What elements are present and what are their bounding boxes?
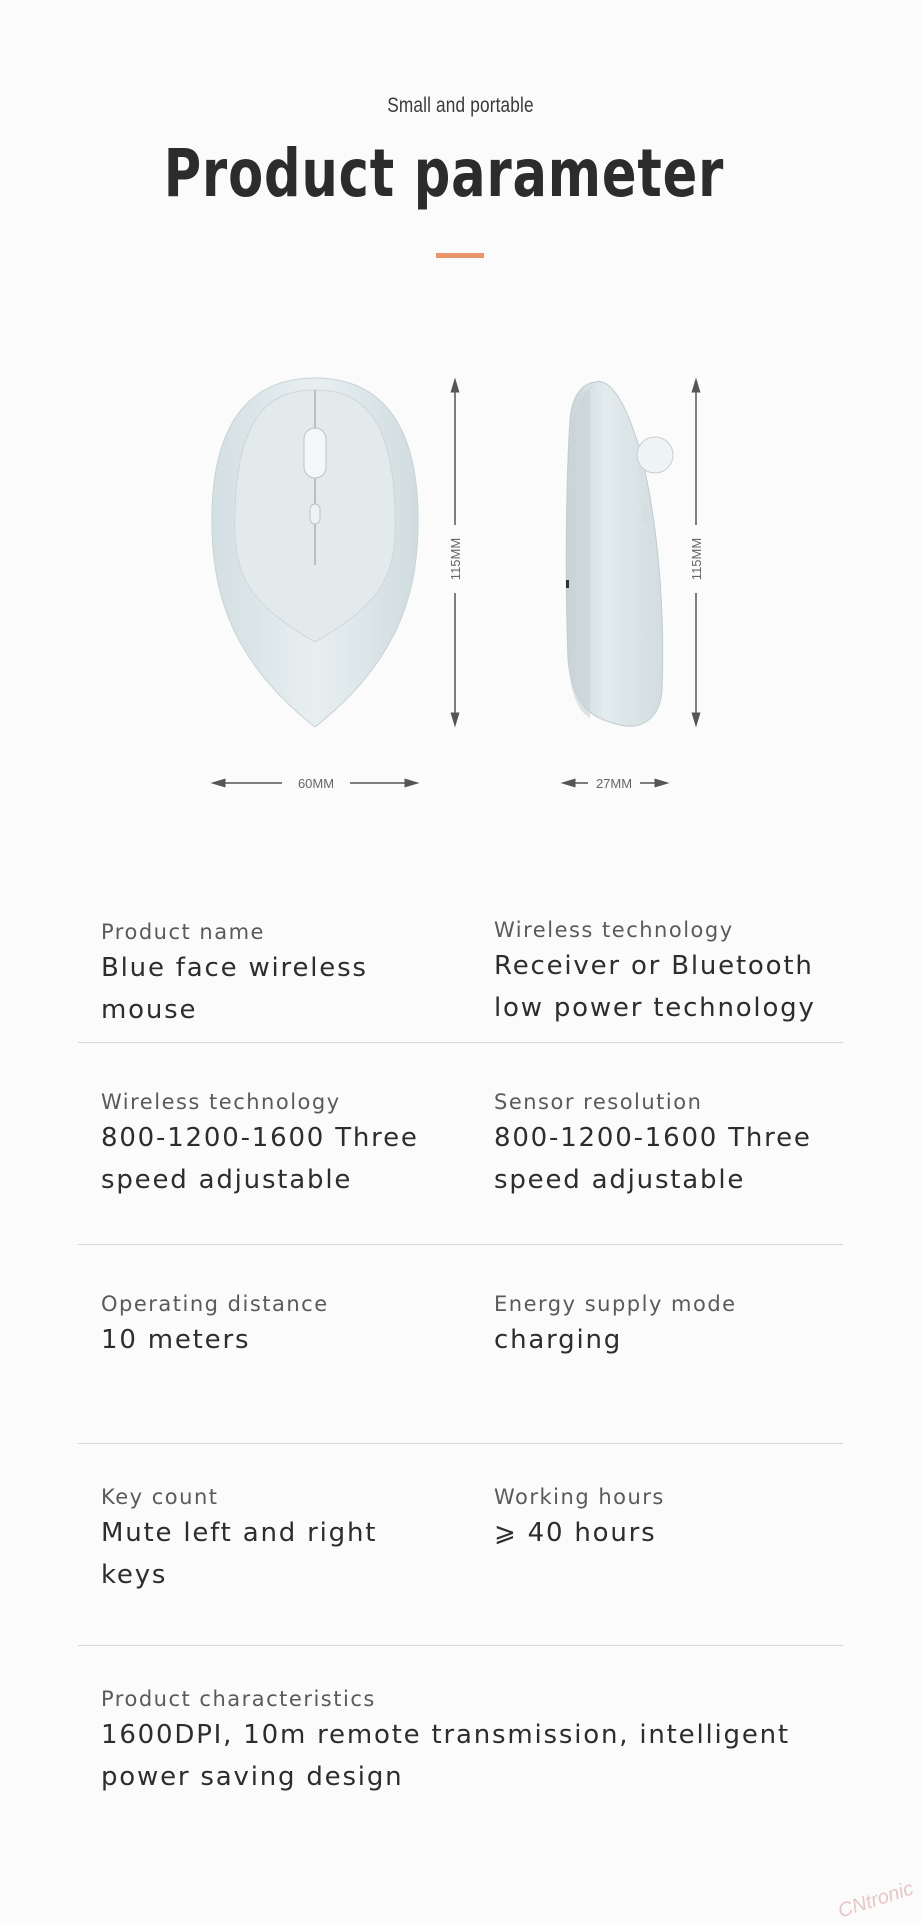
spec-value: 800-1200-1600 Three speed adjustable [494, 1123, 812, 1195]
spec-label: Product characteristics [101, 1687, 376, 1711]
spec-value: ⩾ 40 hours [494, 1518, 657, 1548]
front-height-label: 115MM [448, 537, 463, 581]
spec-value: 10 meters [101, 1325, 251, 1355]
spec-label: Product name [101, 920, 265, 944]
accent-divider [436, 253, 484, 258]
spec-value: 1600DPI, 10m remote transmission, intelligent power saving design [101, 1720, 790, 1792]
subtitle: Small and portable [387, 94, 534, 117]
front-width-label: 60MM [297, 776, 335, 791]
spec-value: Receiver or Bluetooth low power technology [494, 951, 816, 1023]
side-height-label: 115MM [689, 537, 704, 581]
spec-label: Key count [101, 1485, 219, 1509]
spec-value: Blue face wireless mouse [101, 953, 368, 1025]
divider [78, 1042, 843, 1043]
divider [78, 1645, 843, 1646]
spec-value: 800-1200-1600 Three speed adjustable [101, 1123, 419, 1195]
divider [78, 1244, 843, 1245]
spec-label: Operating distance [101, 1292, 329, 1316]
side-width-label: 27MM [595, 776, 633, 791]
divider [78, 1443, 843, 1444]
mouse-dimension-diagram [0, 360, 921, 800]
watermark-logo: CNtronic [835, 1877, 917, 1923]
spec-label: Sensor resolution [494, 1090, 703, 1114]
spec-label: Wireless technology [494, 918, 734, 942]
mouse-front-view [212, 378, 418, 727]
mouse-side-view [566, 382, 673, 727]
page-title: Product parameter [163, 135, 725, 212]
spec-label: Working hours [494, 1485, 665, 1509]
spec-label: Wireless technology [101, 1090, 341, 1114]
spec-value: charging [494, 1325, 623, 1355]
spec-value: Mute left and right keys [101, 1518, 378, 1590]
spec-label: Energy supply mode [494, 1292, 737, 1316]
